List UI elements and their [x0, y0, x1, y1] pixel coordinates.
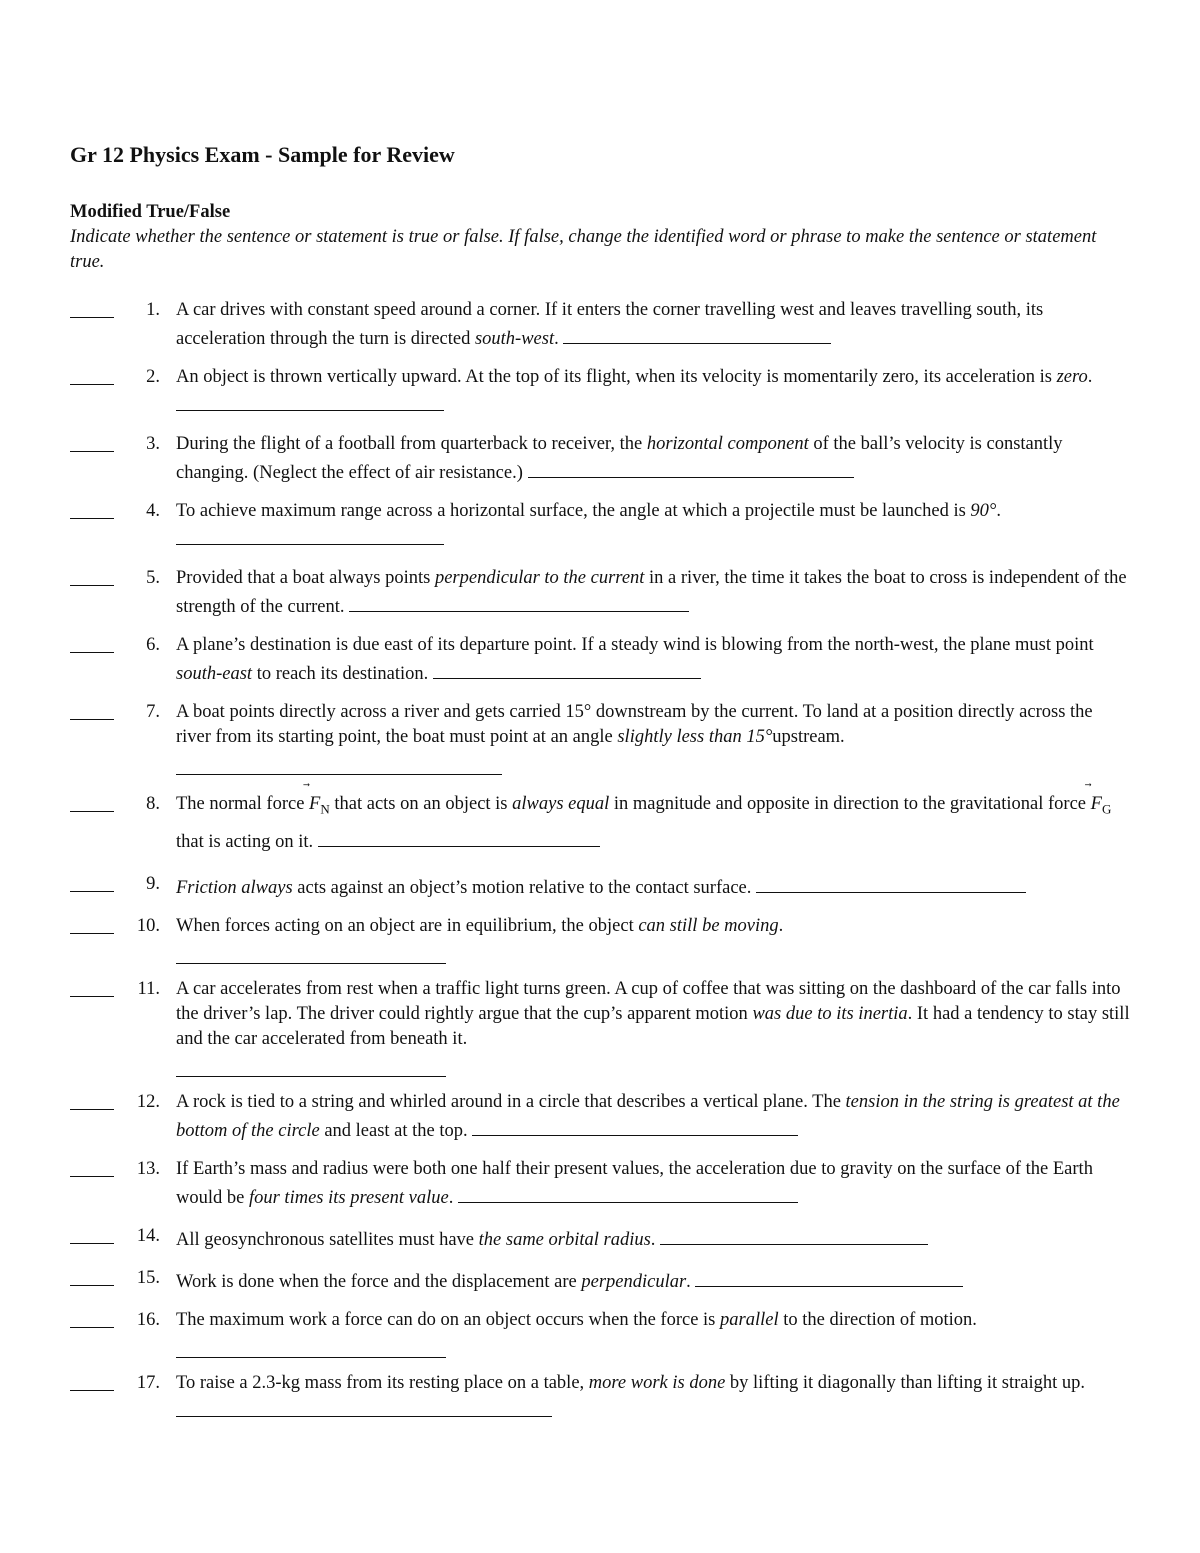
question-text: The normal force $F_N$ that acts on an object is always equal in magnitude and opposite in direction to the gravitational force $F_G$ that is acting on it. — [176, 788, 1130, 859]
answer-blank[interactable] — [70, 1390, 114, 1391]
question-number: 4. — [146, 501, 160, 521]
question-number: 9. — [146, 873, 160, 894]
correction-line[interactable] — [176, 1337, 446, 1358]
question-text: The maximum work a force can do on an object occurs when the force is parallel to the direction of motion. — [176, 1308, 1130, 1358]
correction-line[interactable] — [349, 591, 689, 612]
question-number: 10. — [136, 915, 160, 936]
answer-blank[interactable] — [70, 1327, 114, 1328]
question-text: All geosynchronous satellites must have the same orbital radius. — [176, 1224, 1130, 1253]
question-number: 6. — [146, 635, 160, 655]
correction-line[interactable] — [433, 658, 701, 679]
question-8 — [70, 788, 1130, 859]
correction-line[interactable] — [528, 457, 854, 478]
question-number: 5. — [146, 568, 160, 588]
section-heading: Modified True/False — [70, 202, 231, 222]
answer-blank[interactable] — [70, 518, 114, 519]
answer-blank[interactable] — [70, 652, 114, 653]
question-9 — [70, 872, 1130, 901]
correction-line[interactable] — [176, 1056, 446, 1077]
correction-line[interactable] — [176, 1396, 552, 1417]
question-text: A plane’s destination is due east of its departure point. If a steady wind is blowing from the north-west, the plane must point south-east to reach its destination. — [176, 635, 1094, 684]
question-7 — [70, 700, 1130, 775]
question-13 — [70, 1157, 1130, 1211]
question-number: 8. — [146, 794, 160, 814]
question-number: 11. — [137, 978, 160, 999]
question-number: 15. — [136, 1267, 160, 1288]
question-number: 2. — [146, 367, 160, 387]
question-number: 3. — [146, 434, 160, 454]
question-text: To raise a 2.3-kg mass from its resting place on a table, more work is done by lifting it diagonally than lifting it straight up. — [176, 1371, 1130, 1425]
question-1 — [70, 298, 1130, 352]
question-number: 1. — [146, 300, 160, 320]
answer-blank[interactable] — [70, 585, 114, 586]
question-text: Provided that a boat always points perpendicular to the current in a river, the time it takes the boat to cross is independent of the strength of the current. — [176, 568, 1127, 617]
question-number: 14. — [136, 1225, 160, 1246]
gravitational-force-vector: $F_G$ — [1090, 794, 1112, 817]
question-16 — [70, 1308, 1130, 1358]
correction-line[interactable] — [660, 1224, 928, 1245]
answer-blank[interactable] — [70, 451, 114, 452]
question-text: To achieve maximum range across a horizontal surface, the angle at which a projectile must be launched is 90°. — [176, 499, 1130, 553]
answer-blank[interactable] — [70, 811, 114, 812]
correction-line[interactable] — [176, 943, 446, 964]
question-5 — [70, 566, 1130, 620]
correction-line[interactable] — [176, 390, 444, 411]
question-text: When forces acting on an object are in equilibrium, the object can still be moving. — [176, 914, 1130, 964]
question-text: A car accelerates from rest when a traffic light turns green. A cup of coffee that was sitting on the dashboard of the car falls into the driver’s lap. The driver could rightly argue that the cup’s apparent motion was due to its inertia. It had a tendency to stay still and the car accelerated from beneath it. — [176, 977, 1130, 1077]
correction-line[interactable] — [176, 524, 444, 545]
answer-blank[interactable] — [70, 317, 114, 318]
answer-blank[interactable] — [70, 933, 114, 934]
correction-line[interactable] — [756, 872, 1026, 893]
correction-line[interactable] — [318, 826, 600, 847]
question-text: A car drives with constant speed around a corner. If it enters the corner travelling west and leaves travelling south, its acceleration through the turn is directed south-west. — [176, 300, 1044, 349]
page-title: Gr 12 Physics Exam - Sample for Review — [70, 142, 455, 167]
correction-line[interactable] — [695, 1266, 963, 1287]
question-3 — [70, 432, 1130, 486]
correction-line[interactable] — [458, 1182, 798, 1203]
question-text: Friction always acts against an object’s motion relative to the contact surface. — [176, 872, 1130, 901]
question-17 — [70, 1371, 1130, 1425]
question-number: 13. — [136, 1158, 160, 1179]
question-14 — [70, 1224, 1130, 1253]
question-text: Work is done when the force and the displacement are perpendicular. — [176, 1266, 1130, 1295]
correction-line[interactable] — [472, 1115, 798, 1136]
answer-blank[interactable] — [70, 996, 114, 997]
question-text: An object is thrown vertically upward. At the top of its flight, when its velocity is momentarily zero, its acceleration is zero. — [176, 365, 1130, 419]
answer-blank[interactable] — [70, 384, 114, 385]
answer-blank[interactable] — [70, 719, 114, 720]
question-11 — [70, 977, 1130, 1077]
question-4 — [70, 499, 1130, 553]
question-number: 16. — [136, 1309, 160, 1330]
section-instructions: Indicate whether the sentence or statement is true or false. If false, change the identified word or phrase to make the sentence or statement true. — [70, 227, 1097, 272]
question-list — [70, 298, 1130, 1425]
question-text: A boat points directly across a river and gets carried 15° downstream by the current. To land at a position directly across the river from its starting point, the boat must point at an angle slightly less than 15°upstream. — [176, 700, 1130, 775]
correction-line[interactable] — [563, 323, 831, 344]
question-number: 7. — [146, 702, 160, 722]
question-number: 12. — [136, 1091, 160, 1112]
answer-blank[interactable] — [70, 891, 114, 892]
answer-blank[interactable] — [70, 1176, 114, 1177]
question-6 — [70, 633, 1130, 687]
exam-page — [70, 140, 1130, 1438]
question-2 — [70, 365, 1130, 419]
question-12 — [70, 1090, 1130, 1144]
question-text: A rock is tied to a string and whirled around in a circle that describes a vertical plane. The tension in the string is greatest at the bottom of the circle and least at the top. — [176, 1091, 1120, 1141]
question-text: If Earth’s mass and radius were both one half their present values, the acceleration due to gravity on the surface of the Earth would be four times its present value. — [176, 1158, 1093, 1208]
question-15 — [70, 1266, 1130, 1295]
question-10 — [70, 914, 1130, 964]
question-number: 17. — [136, 1372, 160, 1393]
answer-blank[interactable] — [70, 1243, 114, 1244]
normal-force-vector: $F_N$ — [309, 794, 330, 817]
answer-blank[interactable] — [70, 1285, 114, 1286]
question-text: During the flight of a football from quarterback to receiver, the horizontal component of the ball’s velocity is constantly changing. (Neglect the effect of air resistance.) — [176, 434, 1063, 483]
answer-blank[interactable] — [70, 1109, 114, 1110]
correction-line[interactable] — [176, 754, 502, 775]
